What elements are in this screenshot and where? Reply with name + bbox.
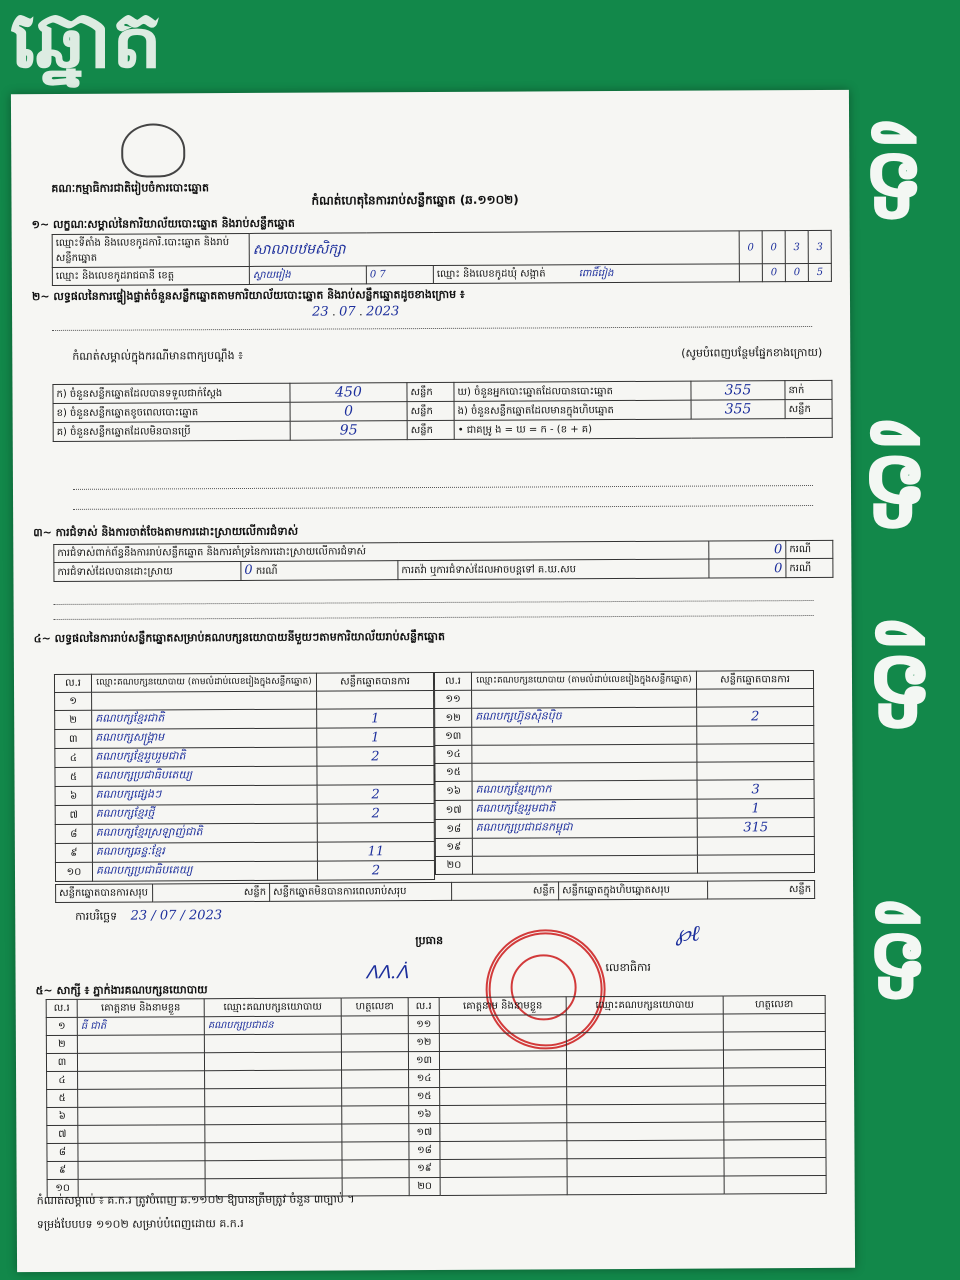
- result-row-party: [472, 855, 697, 874]
- invalid-label: សន្លឹកឆ្នោតមិនបានការពេលរាប់សរុប: [270, 882, 452, 901]
- witness-party: [205, 1106, 342, 1125]
- witness-table: [46, 995, 827, 1198]
- witness-signature-right: [724, 1175, 826, 1194]
- result-row-votes: 2: [317, 784, 434, 804]
- witness-number: ២: [46, 1035, 77, 1053]
- result-row-party: [472, 726, 697, 745]
- witness-signature: [342, 1142, 409, 1160]
- s3-row1-label: ការជំទាស់ពាក់ព័ន្ធនឹងការរាប់សន្លឹកឆ្នោត និងការគាំទ្រនៃការដោះស្រាយលើការជំទាស់: [54, 541, 709, 562]
- witness-party: [204, 1052, 341, 1071]
- result-row-votes: [697, 726, 814, 745]
- witness-party-right: [567, 1140, 724, 1159]
- dotted-line-3: [73, 505, 813, 510]
- result-row: [435, 799, 814, 820]
- s3-row2-label2: ការតវ៉ា ឬការជំទាស់ដែលអាចបន្តទៅ គ.ឃ.សប: [398, 559, 709, 580]
- s2-row-e-label: ង) ចំនួនសន្លឹកឆ្នោតដែលមានក្នុងហិបឆ្នោត: [454, 400, 691, 420]
- result-row: [435, 726, 814, 746]
- s3-row2-unit2: ករណី: [786, 558, 833, 577]
- box-total-label: សន្លឹកឆ្នោតក្នុងហិបឆ្នោតសរុប: [559, 881, 708, 900]
- witness-name-right: [439, 1051, 566, 1070]
- dotted-line-2: [73, 485, 813, 490]
- w-col-no: ល.រ: [46, 999, 77, 1017]
- row1-code-1: 0: [762, 231, 785, 264]
- witness-signature-right: [723, 1049, 825, 1068]
- witness-number-right: ១៨: [409, 1141, 440, 1159]
- banner-text-right-2: ទិ: [865, 625, 935, 753]
- result-row: [435, 689, 814, 709]
- result-row-votes: [697, 837, 814, 856]
- invalid-value: [452, 882, 559, 901]
- total-label: សន្លឹកឆ្នោតបានការសរុប: [56, 884, 153, 903]
- w-col-party: ឈ្មោះគណបក្សនយោបាយ: [204, 998, 341, 1017]
- result-row-party: គណបក្សខ្មែរក្រោក: [472, 780, 697, 800]
- witness-signature: [342, 1070, 409, 1088]
- footer-note: កំណត់សម្គាល់ ៖ គ.ក.រ ត្រូវបំពេញ ឆ.១១០២ ឱ្យបានត្រឹមត្រូវ ចំនួន ៣ច្បាប់ ។: [36, 1192, 355, 1208]
- section2-table: [52, 380, 832, 442]
- result-row-votes: 11: [317, 841, 434, 861]
- witness-signature-right: [724, 1085, 826, 1104]
- s2-row-b-value: 0: [290, 402, 407, 422]
- chair-signature: ᐱᐱ.ᐲ: [365, 962, 409, 984]
- result-row-party: គណបក្សខ្មែររួមជាតិ: [472, 799, 697, 819]
- result-row-party: [92, 691, 317, 710]
- s2-row-c-value: 95: [290, 421, 407, 441]
- result-row: [55, 746, 434, 767]
- section2-date: 23 . 07 . 2023: [312, 304, 400, 320]
- result-row-number: ៤: [55, 748, 92, 767]
- witness-name-right: [440, 1087, 567, 1106]
- result-row-votes: 2: [697, 707, 814, 727]
- note-line-hint: (សូមបំពេញបន្ថែមផ្នែកខាងក្រោយ): [681, 345, 823, 360]
- secretary-label: លេខាធិការ: [605, 960, 651, 975]
- witness-party-right: [566, 1032, 723, 1051]
- witness-body: [46, 1013, 826, 1197]
- witness-number: ៦: [47, 1107, 78, 1125]
- row2-value2: ពោធិ៍រៀង: [578, 268, 614, 280]
- date-line-label: ការបរិច្ឆេទ: [75, 909, 118, 923]
- date-line: [75, 908, 222, 926]
- witness-party-right: [567, 1104, 724, 1123]
- result-row-votes: 1: [697, 799, 814, 819]
- date-month: 07: [339, 304, 356, 320]
- witness-number: ៣: [46, 1053, 77, 1071]
- witness-party: [205, 1088, 342, 1107]
- result-row-number: ១៥: [435, 763, 472, 781]
- banner-text-right: ទិ: [860, 425, 930, 553]
- s2-row-b-label: ខ) ចំនួនសន្លឹកឆ្នោតខូចពេលបោះឆ្នោត: [53, 402, 290, 422]
- result-row-number: ១៨: [435, 819, 472, 838]
- result-row-party: គណបក្សខ្មែរថ្មី: [92, 804, 317, 824]
- result-row: [55, 727, 434, 748]
- witness-party-right: [567, 1158, 724, 1177]
- witness-name-right: [440, 1159, 567, 1178]
- result-row: [55, 822, 434, 843]
- section3-table: [53, 540, 833, 582]
- witness-signature-right: [723, 1031, 825, 1050]
- s3-row2-value: 0: [244, 562, 253, 578]
- row2-code: 0 7: [366, 265, 433, 283]
- banner-text-right-4: ទិ: [866, 905, 930, 1022]
- result-row: [55, 860, 434, 881]
- result-row: [55, 803, 434, 824]
- col-votes: សន្លឹកឆ្នោតបានការ: [316, 672, 433, 691]
- result-row-party: គណបក្សហ៊្វុនស៊ិនប៉ិច: [472, 707, 697, 727]
- col-party-right: ឈ្មោះគណបក្សនយោបាយ (តាមលំដាប់លេខរៀងក្នុងសន្លឹកឆ្នោត): [471, 671, 696, 690]
- s2-formula: • ជាគម្រូ ង = ឃ = ក - (ខ + គ): [454, 418, 832, 439]
- s2-row-b-unit: សន្លឹក: [407, 401, 454, 420]
- results-left-body: [55, 690, 435, 881]
- witness-number-right: ១៧: [409, 1123, 440, 1141]
- result-row-number: ២០: [435, 856, 472, 874]
- w-col-party-r: ឈ្មោះគណបក្សនយោបាយ: [566, 996, 723, 1015]
- result-row: [435, 818, 814, 839]
- box-total-unit: សន្លឹក: [788, 884, 812, 896]
- result-row-votes: 2: [317, 860, 434, 880]
- dotted-line-4: [54, 600, 814, 605]
- witness-signature: [342, 1106, 409, 1124]
- election-form-paper: [11, 90, 855, 1272]
- result-row-number: ២: [55, 710, 92, 729]
- row2-code-pad: [739, 264, 762, 282]
- result-row-number: ៣: [55, 729, 92, 748]
- result-row: [435, 855, 814, 875]
- result-row-party: គណបក្សសង្គ្រាម: [92, 728, 317, 748]
- result-row: [435, 744, 814, 764]
- result-row-number: ១៦: [435, 781, 472, 800]
- section1-table: [52, 230, 832, 286]
- result-row: [55, 765, 434, 786]
- result-row-number: ១១: [435, 690, 472, 708]
- result-row-votes: [697, 744, 814, 763]
- row2-label2-text: ឈ្មោះ និងលេខកូដឃុំ សង្កាត់: [436, 268, 546, 280]
- witness-number-right: ១៩: [409, 1159, 440, 1177]
- witness-name: [78, 1089, 205, 1108]
- witness-party: [205, 1142, 342, 1161]
- witness-signature: [341, 1016, 408, 1034]
- row2-code2-1: 0: [785, 264, 808, 282]
- witness-name-right: [440, 1123, 567, 1142]
- row2-value: ស្វាយរៀង: [249, 266, 366, 285]
- result-row: [55, 841, 434, 862]
- witness-name-right: [439, 1033, 566, 1052]
- w-col-name-r: គោត្តនាម និងនាមខ្លួន: [439, 997, 566, 1016]
- result-row-number: ៧: [55, 805, 92, 824]
- witness-number: ៤: [47, 1071, 78, 1089]
- date-line-value: 23 / 07 / 2023: [130, 908, 223, 924]
- s2-row-c-label: គ) ចំនួនសន្លឹកឆ្នោតដែលមិនបានប្រើ: [53, 421, 290, 441]
- witness-name-right: [440, 1177, 567, 1196]
- banner-text-top: ឆ្នោត: [10, 0, 163, 86]
- witness-name: [77, 1053, 204, 1072]
- section2-heading: ២~ លទ្ធផលនៃការផ្ទៀងផ្ទាត់ចំនួនសន្លឹកឆ្នោតតាមការិយាល័យបោះឆ្នោត និងរាប់សន្លឹកឆ្នោតដូចខាងក្រោម ៖: [31, 287, 465, 304]
- date-day: 23: [312, 304, 329, 320]
- witness-number: ១: [46, 1017, 77, 1035]
- result-row-votes: 1: [317, 727, 434, 747]
- s3-row1-value: 0: [709, 541, 786, 559]
- s2-row-d-label: ឃ) ចំនួនអ្នកបោះឆ្នោតដែលបានបោះឆ្នោត: [454, 381, 691, 401]
- results-totals: [55, 880, 815, 903]
- witness-signature-right: [724, 1067, 826, 1086]
- row2-code2-0: 0: [762, 264, 785, 282]
- result-row: [435, 762, 814, 782]
- witness-number-right: ២០: [409, 1177, 440, 1195]
- result-row-votes: 1: [317, 708, 434, 728]
- witness-signature: [341, 1052, 408, 1070]
- result-row-number: ១២: [435, 708, 472, 727]
- witness-party: [204, 1034, 341, 1053]
- witness-number: ៨: [47, 1143, 78, 1161]
- result-row-votes: 3: [697, 780, 814, 800]
- result-row-party: គណបក្សប្រជាធិបតេយ្យ: [92, 861, 317, 881]
- witness-party-right: [567, 1176, 724, 1195]
- s2-row-a-unit: សន្លឹក: [407, 382, 454, 401]
- witness-party-right: [566, 1014, 723, 1033]
- dotted-line-5: [54, 615, 814, 620]
- row2-code2-2: 5: [808, 263, 831, 281]
- col-party: ឈ្មោះគណបក្សនយោបាយ (តាមលំដាប់លេខរៀងក្នុងសន្លឹកឆ្នោត): [91, 673, 316, 692]
- result-row-party: គណបក្សឆន្ទៈខ្មែរ: [92, 842, 317, 862]
- result-row-number: ១៩: [435, 838, 472, 856]
- s2-row-d-value: 355: [691, 381, 785, 400]
- result-row: [55, 690, 434, 710]
- witness-party-right: [567, 1068, 724, 1087]
- result-row: [55, 784, 434, 805]
- s2-row-e-value: 355: [691, 400, 785, 419]
- result-row-votes: 315: [697, 818, 814, 838]
- note-line-label: កំណត់សម្គាល់ក្នុងករណីមានពាក្យបណ្តឹង ៖: [72, 348, 243, 363]
- witness-number-right: ១៥: [409, 1087, 440, 1105]
- result-row-number: ៩: [55, 843, 92, 862]
- witness-party: [205, 1160, 342, 1179]
- witness-signature-right: [723, 1013, 825, 1032]
- witness-number: ១០: [47, 1179, 78, 1197]
- witness-name-right: [440, 1105, 567, 1124]
- witness-signature: [342, 1124, 409, 1142]
- result-row-party: [472, 689, 697, 708]
- row1-code-2: 3: [785, 231, 808, 264]
- result-row-party: គណបក្សខ្មែររួបរួមជាតិ: [92, 747, 317, 767]
- banner-text-right-3: ទិ: [862, 125, 926, 242]
- row1-label: ឈ្មោះទីតាំង និងលេខកូដការិ.បោះឆ្នោត និងរាប់សន្លឹកឆ្នោត: [52, 233, 249, 267]
- result-row-party: [472, 837, 697, 856]
- witness-signature-right: [724, 1103, 826, 1122]
- s2-row-d-unit: នាក់: [785, 380, 832, 399]
- row2-label: ឈ្មោះ និងលេខកូដរាជធានី ខេត្ត: [52, 266, 249, 285]
- col-no-right: ល.រ: [434, 672, 471, 690]
- w-col-no-r: ល.រ: [408, 997, 439, 1015]
- s3-row2-value-cell: [241, 561, 398, 581]
- result-row-party: គណបក្សប្រជាជនកម្ពុជា: [472, 818, 697, 838]
- witness-party: [205, 1124, 342, 1143]
- result-row-number: ៨: [55, 824, 92, 843]
- invalid-unit: សន្លឹក: [532, 885, 556, 897]
- row1-value: សាលាបឋមសិក្សា: [249, 231, 739, 267]
- witness-name: ធី ជាតិ: [77, 1017, 204, 1036]
- note-line: [72, 346, 822, 366]
- committee-name: គណៈកម្មាធិការជាតិរៀបចំការបោះឆ្នោត: [51, 181, 210, 195]
- results-table-left: [54, 672, 435, 882]
- witness-number: ៥: [47, 1089, 78, 1107]
- section1-heading: ១~ លក្ខណៈសម្គាល់នៃការិយាល័យបោះឆ្នោត និងរាប់សន្លឹកឆ្នោត: [31, 216, 295, 232]
- date-year: 2023: [366, 304, 400, 320]
- result-row-number: ១៤: [435, 745, 472, 763]
- witness-name: [78, 1143, 205, 1162]
- result-row: [435, 837, 814, 857]
- col-no: ល.រ: [54, 674, 91, 692]
- secretary-signature: ℘ℓ: [675, 921, 700, 947]
- w-col-sign: ហត្ថលេខា: [341, 998, 408, 1016]
- witness-signature-right: [724, 1139, 826, 1158]
- witness-number-right: ១២: [408, 1033, 439, 1051]
- witness-name: [78, 1125, 205, 1144]
- total-unit: សន្លឹក: [243, 886, 267, 898]
- footer-form-note: ទម្រង់បែបបទ ១១០២ សម្រាប់បំពេញដោយ គ.ក.រ: [36, 1216, 244, 1232]
- dotted-line: [52, 326, 812, 331]
- s2-row-a-value: 450: [290, 383, 407, 403]
- witness-party-right: [567, 1086, 724, 1105]
- witness-signature-right: [724, 1157, 826, 1176]
- witness-name-right: [440, 1141, 567, 1160]
- s2-row-c-unit: សន្លឹក: [407, 420, 454, 439]
- result-row-votes: [317, 690, 434, 709]
- row1-code-3: 3: [808, 230, 831, 263]
- witness-number: ៩: [47, 1161, 78, 1179]
- section4-heading: ៤~ លទ្ធផលនៃការរាប់សន្លឹកឆ្នោតសម្រាប់គណបក្សនយោបាយនីមួយៗតាមការិយាល័យរាប់សន្លឹកឆ្នោត: [33, 629, 445, 646]
- section5-heading: ៥~ សាក្សី ៖ ភ្នាក់ងារគណបក្សនយោបាយ: [35, 983, 208, 998]
- witness-party: [205, 1070, 342, 1089]
- witness-name-right: [439, 1015, 566, 1034]
- result-row-party: គណបក្សផ្សេងៗ: [92, 785, 317, 805]
- witness-name: [78, 1071, 205, 1090]
- result-row-number: ៥: [55, 767, 92, 786]
- witness-name: [78, 1107, 205, 1126]
- witness-number-right: ១១: [408, 1015, 439, 1033]
- total-value: [153, 883, 270, 902]
- result-row-number: ១០: [55, 862, 92, 881]
- witness-signature-right: [724, 1121, 826, 1140]
- witness-name: [78, 1161, 205, 1180]
- w-col-name: គោត្តនាម និងនាមខ្លួន: [77, 999, 204, 1018]
- form-title: កំណត់ហេតុនៃការរាប់សន្លឹកឆ្នោត (ឆ.១១០២): [311, 192, 519, 208]
- witness-number-right: ១៣: [408, 1051, 439, 1069]
- result-row-votes: [697, 855, 814, 874]
- witness-party: គណបក្សប្រជាជន: [204, 1016, 341, 1035]
- witness-party-right: [566, 1050, 723, 1069]
- result-row-party: គណបក្សខ្មែរស្រឡាញ់ជាតិ: [92, 823, 317, 843]
- row2-label2: [433, 264, 739, 284]
- result-row-party: គណបក្សប្រជាធិបតេយ្យ: [92, 766, 317, 786]
- result-row: [55, 708, 434, 729]
- w-col-sign-r: ហត្ថលេខា: [723, 995, 825, 1014]
- result-row-votes: [697, 689, 814, 708]
- result-row-number: ១៣: [435, 727, 472, 745]
- nec-emblem-icon: [121, 123, 185, 177]
- witness-signature: [342, 1088, 409, 1106]
- result-row-votes: 2: [317, 746, 434, 766]
- result-row-votes: [317, 822, 434, 842]
- witness-number-right: ១៦: [409, 1105, 440, 1123]
- witness-name: [77, 1035, 204, 1054]
- result-row-party: [472, 762, 697, 781]
- witness-signature: [342, 1160, 409, 1178]
- s2-row-a-label: ក) ចំនួនសន្លឹកឆ្នោតដែលបានទទួលជាក់ស្តែង: [53, 383, 290, 403]
- result-row-votes: 2: [317, 803, 434, 823]
- witness-party-right: [567, 1122, 724, 1141]
- section3-heading: ៣~ ការជំទាស់ និងការចាត់ចែងតាមការដោះស្រាយលើការជំទាស់: [33, 524, 299, 540]
- witness-number: ៧: [47, 1125, 78, 1143]
- witness-signature: [341, 1034, 408, 1052]
- s3-row2-unit: ករណី: [255, 565, 278, 577]
- s3-row1-unit: ករណី: [786, 540, 833, 558]
- result-row-number: ៦: [55, 786, 92, 805]
- witness-number-right: ១៤: [409, 1069, 440, 1087]
- results-right-body: [435, 689, 815, 875]
- result-row-number: ១៧: [435, 800, 472, 819]
- result-row-votes: [317, 765, 434, 785]
- row1-code-0: 0: [739, 231, 762, 264]
- results-table-right: [434, 670, 815, 875]
- witness-name-right: [440, 1069, 567, 1088]
- col-votes-right: សន្លឹកឆ្នោតបានការ: [696, 671, 813, 690]
- result-row-party: គណបក្សខ្មែរជាតិ: [92, 709, 317, 729]
- chair-label: ប្រធាន: [415, 933, 444, 948]
- result-row: [435, 707, 814, 728]
- result-row-number: ១: [55, 692, 92, 710]
- s2-row-e-unit: សន្លឹក: [785, 399, 832, 418]
- s3-row2-value2: 0: [709, 559, 786, 578]
- s3-row2-label: ការជំទាស់ដែលបានដោះស្រាយ: [54, 562, 241, 582]
- result-row-party: [472, 744, 697, 763]
- box-total-value: [708, 881, 815, 900]
- result-row: [435, 780, 814, 801]
- result-row-votes: [697, 762, 814, 781]
